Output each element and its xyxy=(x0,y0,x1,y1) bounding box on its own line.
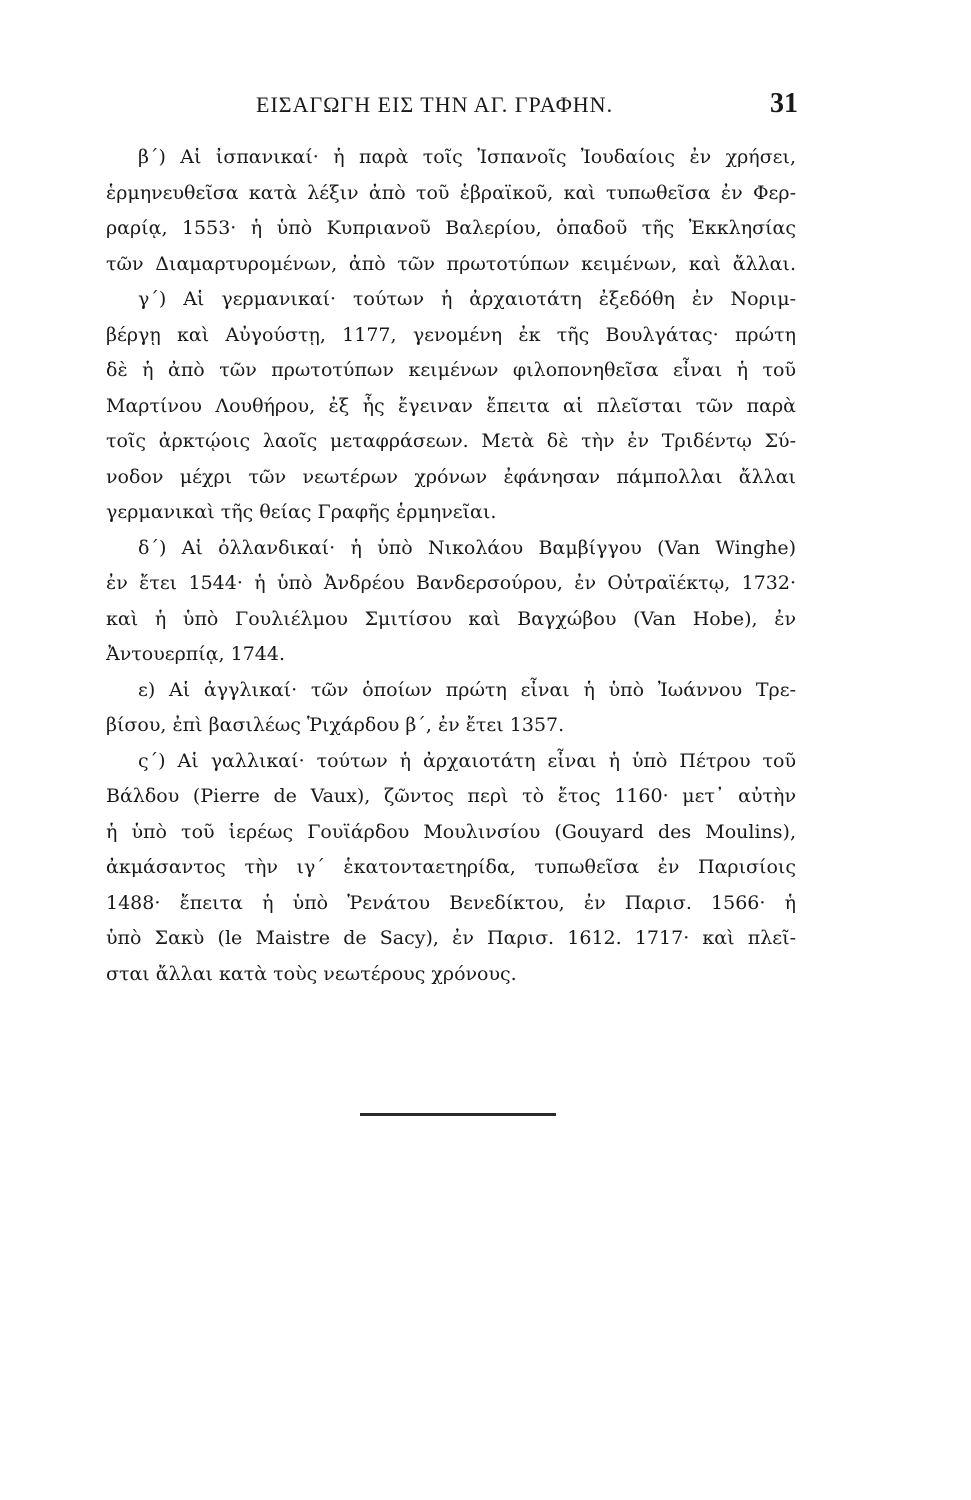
text-line: δ΄) Αἱ ὀλλανδικαί· ἡ ὑπὸ Νικολάου Βαμβίγγου (Van Winghe) xyxy=(138,536,796,559)
body-text xyxy=(106,140,796,992)
text-line: βέργῃ καὶ Αὐγούστῃ, 1177, γενομένη ἐκ τῆς Βουλγάτας· πρώτη xyxy=(106,323,796,346)
section-divider xyxy=(360,1113,556,1116)
text-line: γ΄) Αἱ γερμανικαί· τούτων ἡ ἀρχαιοτάτη ἐξεδόθη ἐν Νοριμ- xyxy=(138,288,796,310)
text-line: ὑπὸ Σακὺ (le Maistre de Sacy), ἐν Παρισ. 1612. 1717· καὶ πλεῖ- xyxy=(106,927,796,949)
text-line: ἐν ἔτει 1544· ἡ ὑπὸ Ἀνδρέου Βανδερσούρου, ἐν Οὐτραϊέκτῳ, 1732· xyxy=(106,572,796,594)
text-line: β΄) Αἱ ἰσπανικαί· ἡ παρὰ τοῖς Ἰσπανοῖς Ἰουδαίοις ἐν χρήσει, xyxy=(138,146,796,168)
text-line: σται ἄλλαι κατὰ τοὺς νεωτέρους χρόνους. xyxy=(106,962,517,985)
text-line: Ἀντουερπίᾳ, 1744. xyxy=(106,643,286,665)
text-line: Μαρτίνου Λουθήρου, ἐξ ἧς ἔγειναν ἔπειτα αἱ πλεῖσται τῶν παρὰ xyxy=(106,394,796,417)
text-line: νοδον μέχρι τῶν νεωτέρων χρόνων ἐφάνησαν πάμπολλαι ἄλλαι xyxy=(106,465,796,488)
text-line: τοῖς ἀρκτῴοις λαοῖς μεταφράσεων. Μετὰ δὲ τὴν ἐν Τριδέντῳ Σύ- xyxy=(106,430,796,452)
text-line: γερμανικαὶ τῆς θείας Γραφῆς ἑρμηνεῖαι. xyxy=(106,501,497,523)
text-line: ἡ ὑπὸ τοῦ ἱερέως Γουϊάρδου Μουλινσίου (Gouyard des Moulins), xyxy=(106,820,796,843)
text-line: βίσου, ἐπὶ βασιλέως Ῥιχάρδου β΄, ἐν ἔτει 1357. xyxy=(106,714,565,736)
text-line: ε) Αἱ ἀγγλικαί· τῶν ὁποίων πρώτη εἶναι ἡ ὑπὸ Ἰωάννου Τρε- xyxy=(138,678,796,701)
text-line: ραρίᾳ, 1553· ἡ ὑπὸ Κυπριανοῦ Βαλερίου, ὀπαδοῦ τῆς Ἐκκλησίας xyxy=(106,217,796,239)
text-line: δὲ ἡ ἀπὸ τῶν πρωτοτύπων κειμένων φιλοπονηθεῖσα εἶναι ἡ τοῦ xyxy=(106,359,796,381)
text-line: ἀκμάσαντος τὴν ιγ΄ ἑκατονταετηρίδα, τυπωθεῖσα ἐν Παρισίοις xyxy=(106,856,796,878)
text-line: τῶν Διαμαρτυρομένων, ἀπὸ τῶν πρωτοτύπων κειμένων, καὶ ἄλλαι. xyxy=(106,252,796,275)
running-title: ΕΙΣΑΓΩΓΗ ΕΙΣ ΤΗΝ ΑΓ. ΓΡΑΦΗΝ. xyxy=(256,92,614,117)
text-line: ἑρμηνευθεῖσα κατὰ λέξιν ἀπὸ τοῦ ἑβραϊκοῦ, καὶ τυπωθεῖσα ἐν Φερ- xyxy=(106,181,796,204)
text-line: καὶ ἡ ὑπὸ Γουλιέλμου Σμιτίσου καὶ Βαγχώβου (Van Hobe), ἐν xyxy=(106,607,796,630)
page-number: 31 xyxy=(770,88,798,119)
text-line: ς΄) Αἱ γαλλικαί· τούτων ἡ ἀρχαιοτάτη εἶναι ἡ ὑπὸ Πέτρου τοῦ xyxy=(138,749,796,772)
text-line: 1488· ἔπειτα ἡ ὑπὸ Ῥενάτου Βενεδίκτου, ἐν Παρισ. 1566· ἡ xyxy=(106,891,796,914)
running-head xyxy=(108,88,798,124)
text-line: Βάλδου (Pierre de Vaux), ζῶντος περὶ τὸ ἔτος 1160· μετ᾽ αὐτὴν xyxy=(106,785,796,807)
